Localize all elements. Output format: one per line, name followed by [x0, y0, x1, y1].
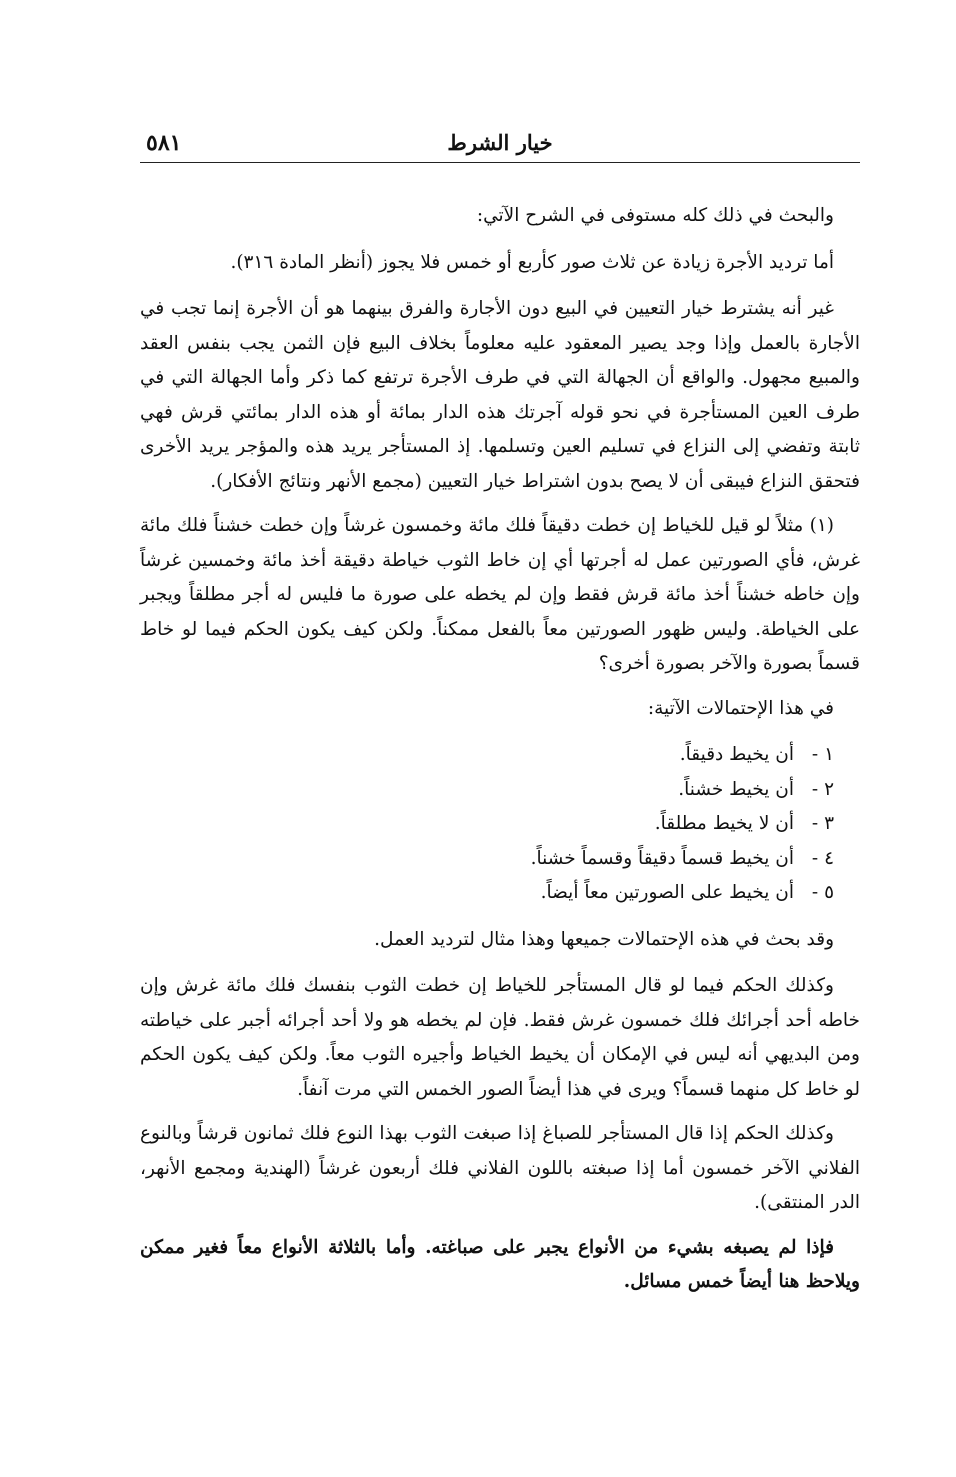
- paragraph-dyer-conclusion: فإذا لم يصبغه بشيء من الأنواع يجبر على صباغته. وأما بالثلاثة الأنواع معاً فغير ممكن ويلاحظ هنا أيضاً خمس مسائل.: [140, 1236, 860, 1292]
- paragraph-intro: والبحث في ذلك كله مستوفى في الشرح الآتي:: [476, 205, 834, 226]
- list-item-number: ١ -: [811, 744, 834, 765]
- list-item-text: أن يخيط على الصورتين معاً أيضاً.: [540, 882, 794, 903]
- list-item-text: أن يخيط دقيقاً.: [679, 744, 794, 765]
- list-item: [140, 738, 834, 773]
- paragraph-work-example: وقد بحث في هذه الإحتمالات جميعها وهذا مثال لترديد العمل.: [374, 928, 834, 950]
- list-item-number: ٥ -: [811, 882, 834, 903]
- page-content: [140, 199, 860, 1300]
- list-item-number: ٤ -: [811, 847, 834, 869]
- list-item-text: أن لا يخيط مطلقاً.: [654, 813, 794, 834]
- paragraph-tailor-example: (١) مثلاً لو قيل للخياط إن خطت دقيقاً فلك مائة وخمسون غرشاً وإن خطت خشناً فلك مائة غرش، فأي الصورتين عمل له أجرتها أي إن خاط الثوب خياطة دقيقة أخذ مائة وخمسين غرشاً وإن خاطه خشناً أخذ مائة قرش فقط وإن لم يخطه على صورة ما فليس له أجر مطلقاً ويجبر على الخياطة. وليس ظهور الصورتين معاً بالفعل ممكناً. ولكن كيف يكون الحكم فيما لو خاط قسماً بصورة والآخر بصورة أخرى؟: [140, 515, 860, 674]
- list-item: [140, 842, 834, 877]
- list-item-number: ٢ -: [811, 778, 834, 800]
- list-item: [140, 773, 834, 808]
- page-number: ٥٨١: [146, 130, 182, 156]
- list-item-text: أن يخيط خشناً.: [678, 778, 794, 800]
- page-title: خيار الشرط: [447, 130, 553, 155]
- paragraph-dyer-example: وكذلك الحكم إذا قال المستأجر للصباغ إذا صبغت الثوب بهذا النوع فلك ثمانون قرشاً وبالنوع الفلاني الآخر خمسون أما إذا صبغته باللون الفلاني فلك أربعون غرشاً (الهندية ومجمع الأنهر، الدر المنتقى).: [140, 1123, 860, 1213]
- list-item-number: ٣ -: [811, 813, 834, 834]
- possibilities-list: [140, 738, 860, 911]
- page-header: [140, 128, 860, 163]
- paragraph-rent-options: أما ترديد الأجرة زيادة عن ثلاث صور كأربع أو خمس فلا يجوز (أنظر المادة ٣١٦).: [230, 251, 834, 273]
- paragraph-tailor-apprentice: وكذلك الحكم فيما لو قال المستأجر للخياط إن خطت الثوب بنفسك فلك مائة غرش وإن خاطه أحد أجرائك فلك خمسون غرش فقط. فإن لم يخطه هو ولا أحد أجرائه أجبر على خياطته ومن البديهي أنه ليس في الإمكان أن يخيط الخياط وأجيره الثوب معاً. ولكن كيف يكون الحكم لو خاط كل منهما قسماً؟ ويرى في هذا أيضاً الصور الخمس التي مرت آنفاً.: [140, 975, 860, 1100]
- list-item-text: أن يخيط قسماً دقيقاً وقسماً خشناً.: [530, 847, 794, 869]
- paragraph-option-of-designation: غير أنه يشترط خيار التعيين في البيع دون الأجارة والفرق بينهما هو أن الأجرة إنما تجب في الأجارة بالعمل وإذا وجد يصير المعقود عليه معلوماً بخلاف البيع فإن الثمن يجب بنفس العقد والمبيع مجهول. والواقع أن الجهالة التي في طرف الأجرة ترتفع كما ذكر وأما الجهالة التي في طرف العين المستأجرة في نحو قوله آجرتك هذه الدار بمائة أو هذه الدار بمائتي قرش فهي ثابتة وتفضي إلى النزاع في تسليم العين وتسلمها. إذ المستأجر يريد هذه والمؤجر يريد الأخرى فتحقق النزاع فيبقى أن لا يصح بدون اشتراط خيار التعيين (مجمع الأنهر ونتائج الأفكار).: [140, 298, 860, 492]
- paragraph-possibilities-intro: في هذا الإحتمالات الآتية:: [647, 697, 834, 719]
- list-item: [140, 807, 834, 842]
- list-item: [140, 876, 834, 911]
